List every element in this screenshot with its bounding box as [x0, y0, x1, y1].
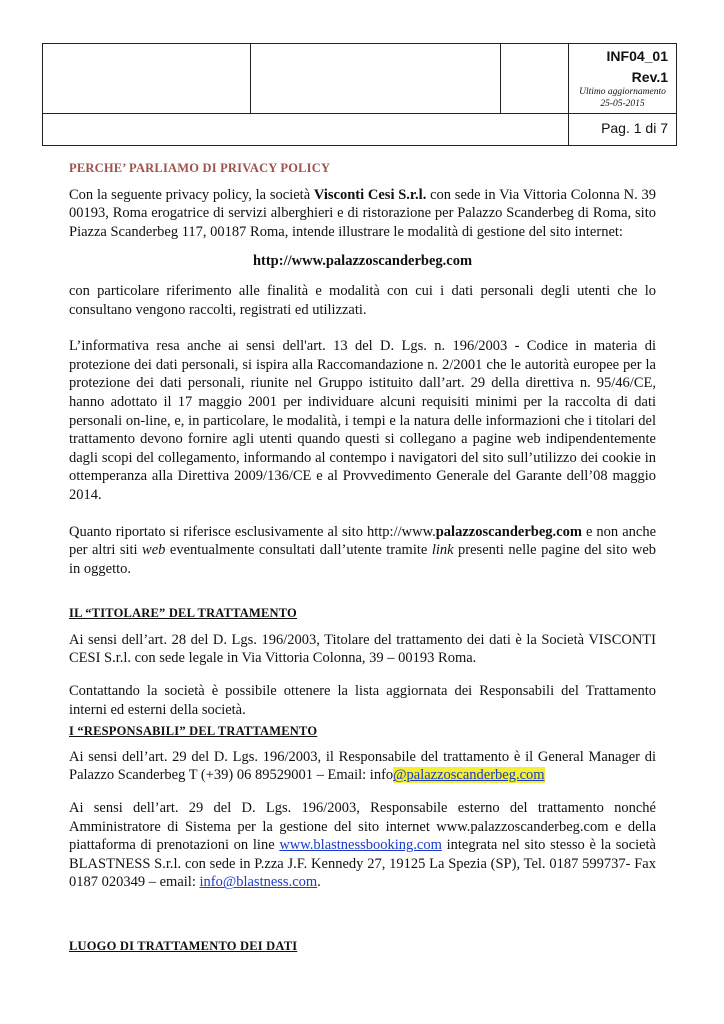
paragraph-informativa: L’informativa resa anche ai sensi dell'art. 13 del D. Lgs. n. 196/2003 - Codice in materia di protezione dei dati personali, si ispira alla Raccomandazione n. 2/2001 che le autorità europee per la protezione dei dati personali, riunite nel Gruppo istituito dall’art. 29 della direttiva n. 95/46/CE, hanno adottato il 17 maggio 2001 per individuare alcuni requisiti minimi per la raccolta di dati personali on-line, e, in particolare, le modalità, i tempi e la natura delle informazioni che i titolari del trattamento devono fornire agli utenti quando questi si collegano a pagine web indipendentemente dagli scopi del collegamento, informando al contempo i navigatori del sito sull’utilizzo dei cookie in ottemperanza alla Direttiva 2009/136/CE e al Provvedimento Generale del Garante dell’08 maggio 2014. — [69, 338, 656, 503]
resp1-text: Ai sensi dell’art. 29 del D. Lgs. 196/2003, il Responsabile del trattamento è il General Manager di Palazzo Scanderbeg T (+39) 06 89529001 – Email: info — [69, 748, 656, 784]
site-url: http://www.palazzoscanderbeg.com — [252, 253, 473, 270]
resp2-text-pre: Ai sensi dell’art. 29 del D. Lgs. 196/2003, Responsabile esterno del trattamento nonché Amministratore di Sistema per la gestione del sito internet www.palazzoscanderbeg.com e della piattaforma di prenotazioni on line — [69, 800, 656, 854]
blastness-email-link[interactable]: info@blastness.com — [199, 874, 318, 891]
page-number: Pag. 1 di 7 — [601, 120, 668, 136]
header-cell-title — [251, 44, 501, 114]
paragraph-intro — [69, 186, 656, 242]
paragraph-responsabile-2 — [69, 799, 656, 892]
paragraph-quanto — [69, 523, 656, 579]
header-cell-code — [569, 44, 677, 114]
resp2-text-mid: integrata nel sito stesso è la società BLASTNESS S.r.l. con sede in P.zza J.F. Kennedy 27, 19125 La Spezia (SP), Tel. 0187 599737- Fax 0187 020349 – email: — [69, 837, 656, 891]
paragraph-contattando: Contattando la società è possibile ottenere la lista aggiornata dei Responsabili del Trattamento interni ed esterni della società. — [69, 683, 656, 718]
general-manager-email-link[interactable]: @palazzoscanderbeg.com — [393, 767, 545, 784]
section-heading-why: PERCHE’ PARLIAMO DI PRIVACY POLICY — [69, 161, 331, 175]
document-body — [69, 157, 656, 956]
company-name: Visconti Cesi S.r.l. — [313, 186, 427, 203]
quanto-web-italic: web — [142, 542, 166, 559]
resp2-text-post: . — [317, 874, 321, 891]
quanto-text-post: presenti nelle pagine del sito web in oggetto. — [69, 542, 656, 577]
blastness-booking-link[interactable]: www.blastnessbooking.com — [279, 837, 442, 854]
paragraph-titolare: Ai sensi dell’art. 28 del D. Lgs. 196/2003, Titolare del trattamento dei dati è la Società VISCONTI CESI S.r.l. con sede legale in Via Vittoria Colonna, 39 – 00193 Roma. — [69, 631, 656, 667]
quanto-site-bold: palazzoscanderbeg.com — [435, 523, 582, 540]
quanto-text-mid1: e non anche per altri siti — [69, 523, 657, 559]
updated-date: 25-05-2015 — [600, 99, 645, 109]
paragraph-riferimento: con particolare riferimento alle finalità e modalità con cui i dati personali degli utenti che lo consultano vengono raccolti, registrati ed utilizzati. — [69, 282, 656, 318]
intro-text-post: con sede in Via Vittoria Colonna N. 39 00193, Roma erogatrice di servizi alberghieri e di ristorazione per Palazzo Scanderbeg di Roma, sito Piazza Scanderbeg 117, 00187 Roma, intende illustrare le modalità di gestione del sito internet: — [69, 186, 656, 240]
section-heading-responsabili: I “RESPONSABILI” DEL TRATTAMENTO — [69, 724, 318, 739]
section-heading-luogo: LUOGO DI TRATTAMENTO DEI DATI — [69, 939, 298, 953]
updated-label: Ultimo aggiornamento — [579, 87, 666, 97]
header-cell-bottom — [43, 114, 569, 146]
quanto-link-italic: link — [431, 542, 454, 559]
quanto-text-pre: Quanto riportato si riferisce esclusivamente al sito http://www. — [69, 523, 436, 540]
doc-code: INF04_01 — [606, 48, 668, 64]
header-cell-logo — [43, 44, 251, 114]
paragraph-responsabile-1 — [69, 748, 656, 785]
intro-text-pre: Con la seguente privacy policy, la società — [69, 186, 314, 203]
section-heading-titolare: IL “TITOLARE” DEL TRATTAMENTO — [69, 606, 297, 621]
header-cell-page — [569, 114, 677, 146]
doc-revision: Rev.1 — [631, 69, 668, 85]
document-header — [42, 43, 677, 146]
header-cell-blank — [501, 44, 569, 114]
quanto-text-mid2: eventualmente consultati dall’utente tramite — [165, 542, 432, 559]
